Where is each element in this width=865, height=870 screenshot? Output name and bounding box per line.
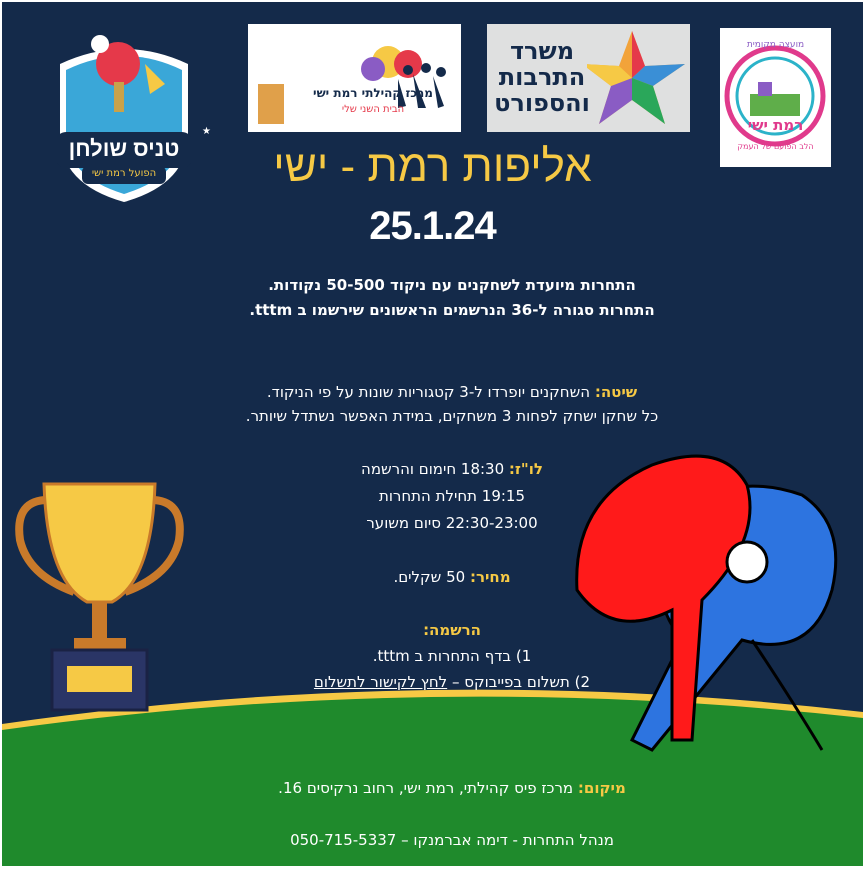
price-line (2, 565, 863, 589)
club-logo-sub: הפועל רמת ישי (91, 168, 157, 179)
council-bottom: הלב הפועם של העמק (737, 142, 814, 151)
location-text: מרכז פיס קהילתי, רמת ישי, רחוב נרקיסים 16. (278, 779, 574, 797)
page-title: אליפות רמת - ישי (273, 142, 592, 191)
method-line-2: כל שחקן ישחק לפחות 3 משחקים, במידת האפשר נשתדל שיותר. (245, 407, 659, 425)
registration-step-2 (2, 670, 863, 694)
organizer-line: מנהל התחרות - דימה אברמנקו – 050-715-5337 (290, 831, 614, 849)
schedule-label: לו"ז: (508, 460, 543, 478)
schedule-item-1: 18:30 חימום והרשמה (361, 460, 505, 478)
registration-step-2-text: 2) תשלום בפייבוקס – (447, 673, 591, 691)
method-label: שיטה: (594, 383, 638, 401)
star-icon: ★ (202, 126, 211, 137)
price-text: 50 שקלים. (393, 568, 466, 586)
schedule-line-1 (2, 457, 863, 481)
club-logo-name: טניס שולחן (68, 136, 180, 161)
schedule-item-2: 19:15 תחילת התחרות (378, 487, 526, 505)
intro-line-2: התחרות סגורה ל-36 הנרשמים הראשונים שירשמו ב tttm. (249, 301, 655, 319)
intro-line-1: התחרות מיועדת לשחקנים עם ניקוד 50-500 נקודות. (268, 276, 636, 294)
registration-step-1: 1) בדף התחרות ב tttm. (372, 647, 532, 665)
ministry-logo (487, 24, 690, 132)
community-center-line2: הבית השני שלי (341, 104, 405, 115)
location-label: מיקום: (577, 779, 626, 797)
council-top: מועצה מקומית (746, 40, 805, 50)
community-center-line1: מרכז קהילתי רמת ישי (313, 86, 433, 100)
price-label: מחיר: (469, 568, 511, 586)
council-name: רמת ישי (747, 116, 804, 134)
registration-label: הרשמה: (423, 621, 481, 639)
ministry-line3: והספורט (494, 89, 590, 117)
ministry-line2: התרבות (498, 63, 586, 91)
location-line (2, 776, 863, 800)
payment-link[interactable]: לחץ לקישור לתשלום (313, 673, 448, 691)
ministry-line1: משרד (509, 37, 575, 65)
method-text-1: השחקנים יופרדו ל-3 קטגוריות שונות על פי הניקוד. (266, 383, 591, 401)
community-center-logo (248, 24, 461, 132)
schedule-item-3: 22:30-23:00 סיום משוער (366, 514, 538, 532)
event-date: 25.1.24 (369, 204, 496, 248)
method-line-1 (2, 380, 863, 404)
poster (2, 2, 863, 866)
